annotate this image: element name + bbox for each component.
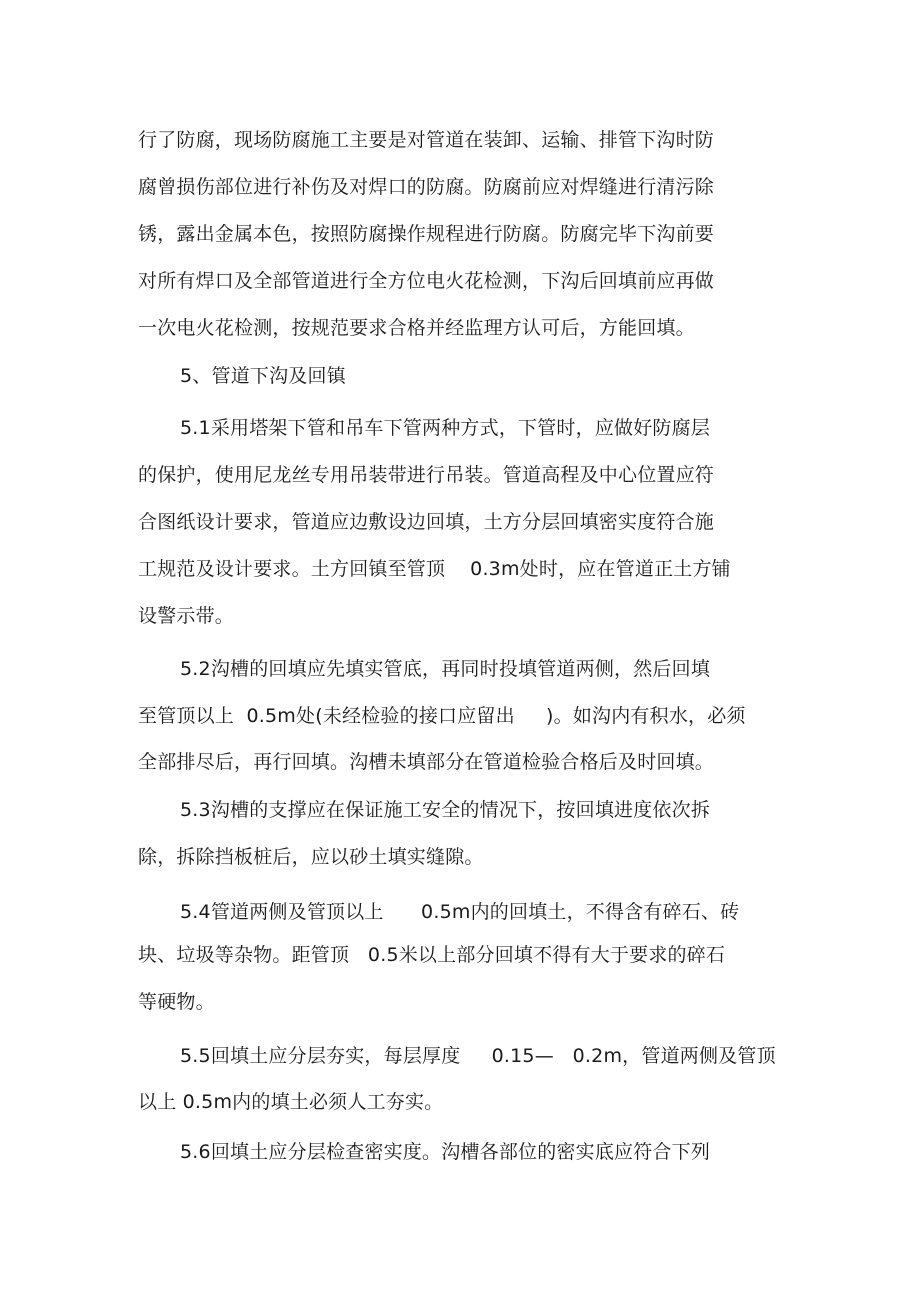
paragraph-line: 块、垃圾等杂物。距管顶 0.5米以上部分回填不得有大于要求的碎石	[138, 944, 726, 966]
paragraph-line: 设警示带。	[138, 605, 235, 627]
paragraph-line: 5.2沟槽的回填应先填实管底，再同时投填管道两侧，然后回填	[180, 658, 711, 680]
paragraph-line: 除，拆除挡板桩后，应以砂土填实缝隙。	[138, 846, 484, 868]
paragraph-line: 对所有焊口及全部管道进行全方位电火花检测，下沟后回填前应再做	[138, 270, 715, 292]
paragraph-line: 腐曾损伤部位进行补伤及对焊口的防腐。防腐前应对焊缝进行清污除	[138, 176, 715, 198]
paragraph-line: 5.6回填土应分层检查密实度。沟槽各部位的密实底应符合下列	[180, 1141, 711, 1163]
paragraph-line: 5.4管道两侧及管顶以上 0.5m内的回填土，不得含有碎石、砖	[180, 901, 740, 923]
paragraph-line: 工规范及设计要求。土方回镇至管顶 0.3m处时，应在管道正土方铺	[138, 558, 731, 580]
paragraph-line: 一次电火花检测，按规范要求合格并经监理方认可后，方能回填。	[138, 317, 695, 339]
paragraph-line: 锈，露出金属本色，按照防腐操作规程进行防腐。防腐完毕下沟前要	[138, 223, 715, 245]
paragraph-line: 的保护，使用尼龙丝专用吊装带进行吊装。管道高程及中心位置应符	[138, 464, 715, 486]
paragraph-line: 等硬物。	[138, 991, 215, 1013]
paragraph-line: 合图纸设计要求，管道应边敷设边回填，土方分层回填密实度符合施	[138, 511, 715, 533]
paragraph-line: 5.1采用塔架下管和吊车下管两种方式，下管时，应做好防腐层	[180, 417, 711, 439]
paragraph-line: 5.5回填土应分层夯实，每层厚度 0.15— 0.2m，管道两侧及管顶	[180, 1045, 776, 1067]
paragraph-line: 至管顶以上 0.5m处(未经检验的接口应留出 )。如沟内有积水，必须	[138, 705, 746, 727]
section-heading: 5、管道下沟及回镇	[180, 365, 346, 387]
paragraph-line: 以上 0.5m内的填土必须人工夯实。	[138, 1091, 444, 1113]
paragraph-line: 5.3沟槽的支撑应在保证施工安全的情况下，按回填进度依次拆	[180, 799, 711, 821]
paragraph-line: 全部排尽后，再行回填。沟槽未填部分在管道检验合格后及时回填。	[138, 751, 715, 773]
paragraph-line: 行了防腐，现场防腐施工主要是对管道在装卸、运输、排管下沟时防	[138, 129, 715, 151]
